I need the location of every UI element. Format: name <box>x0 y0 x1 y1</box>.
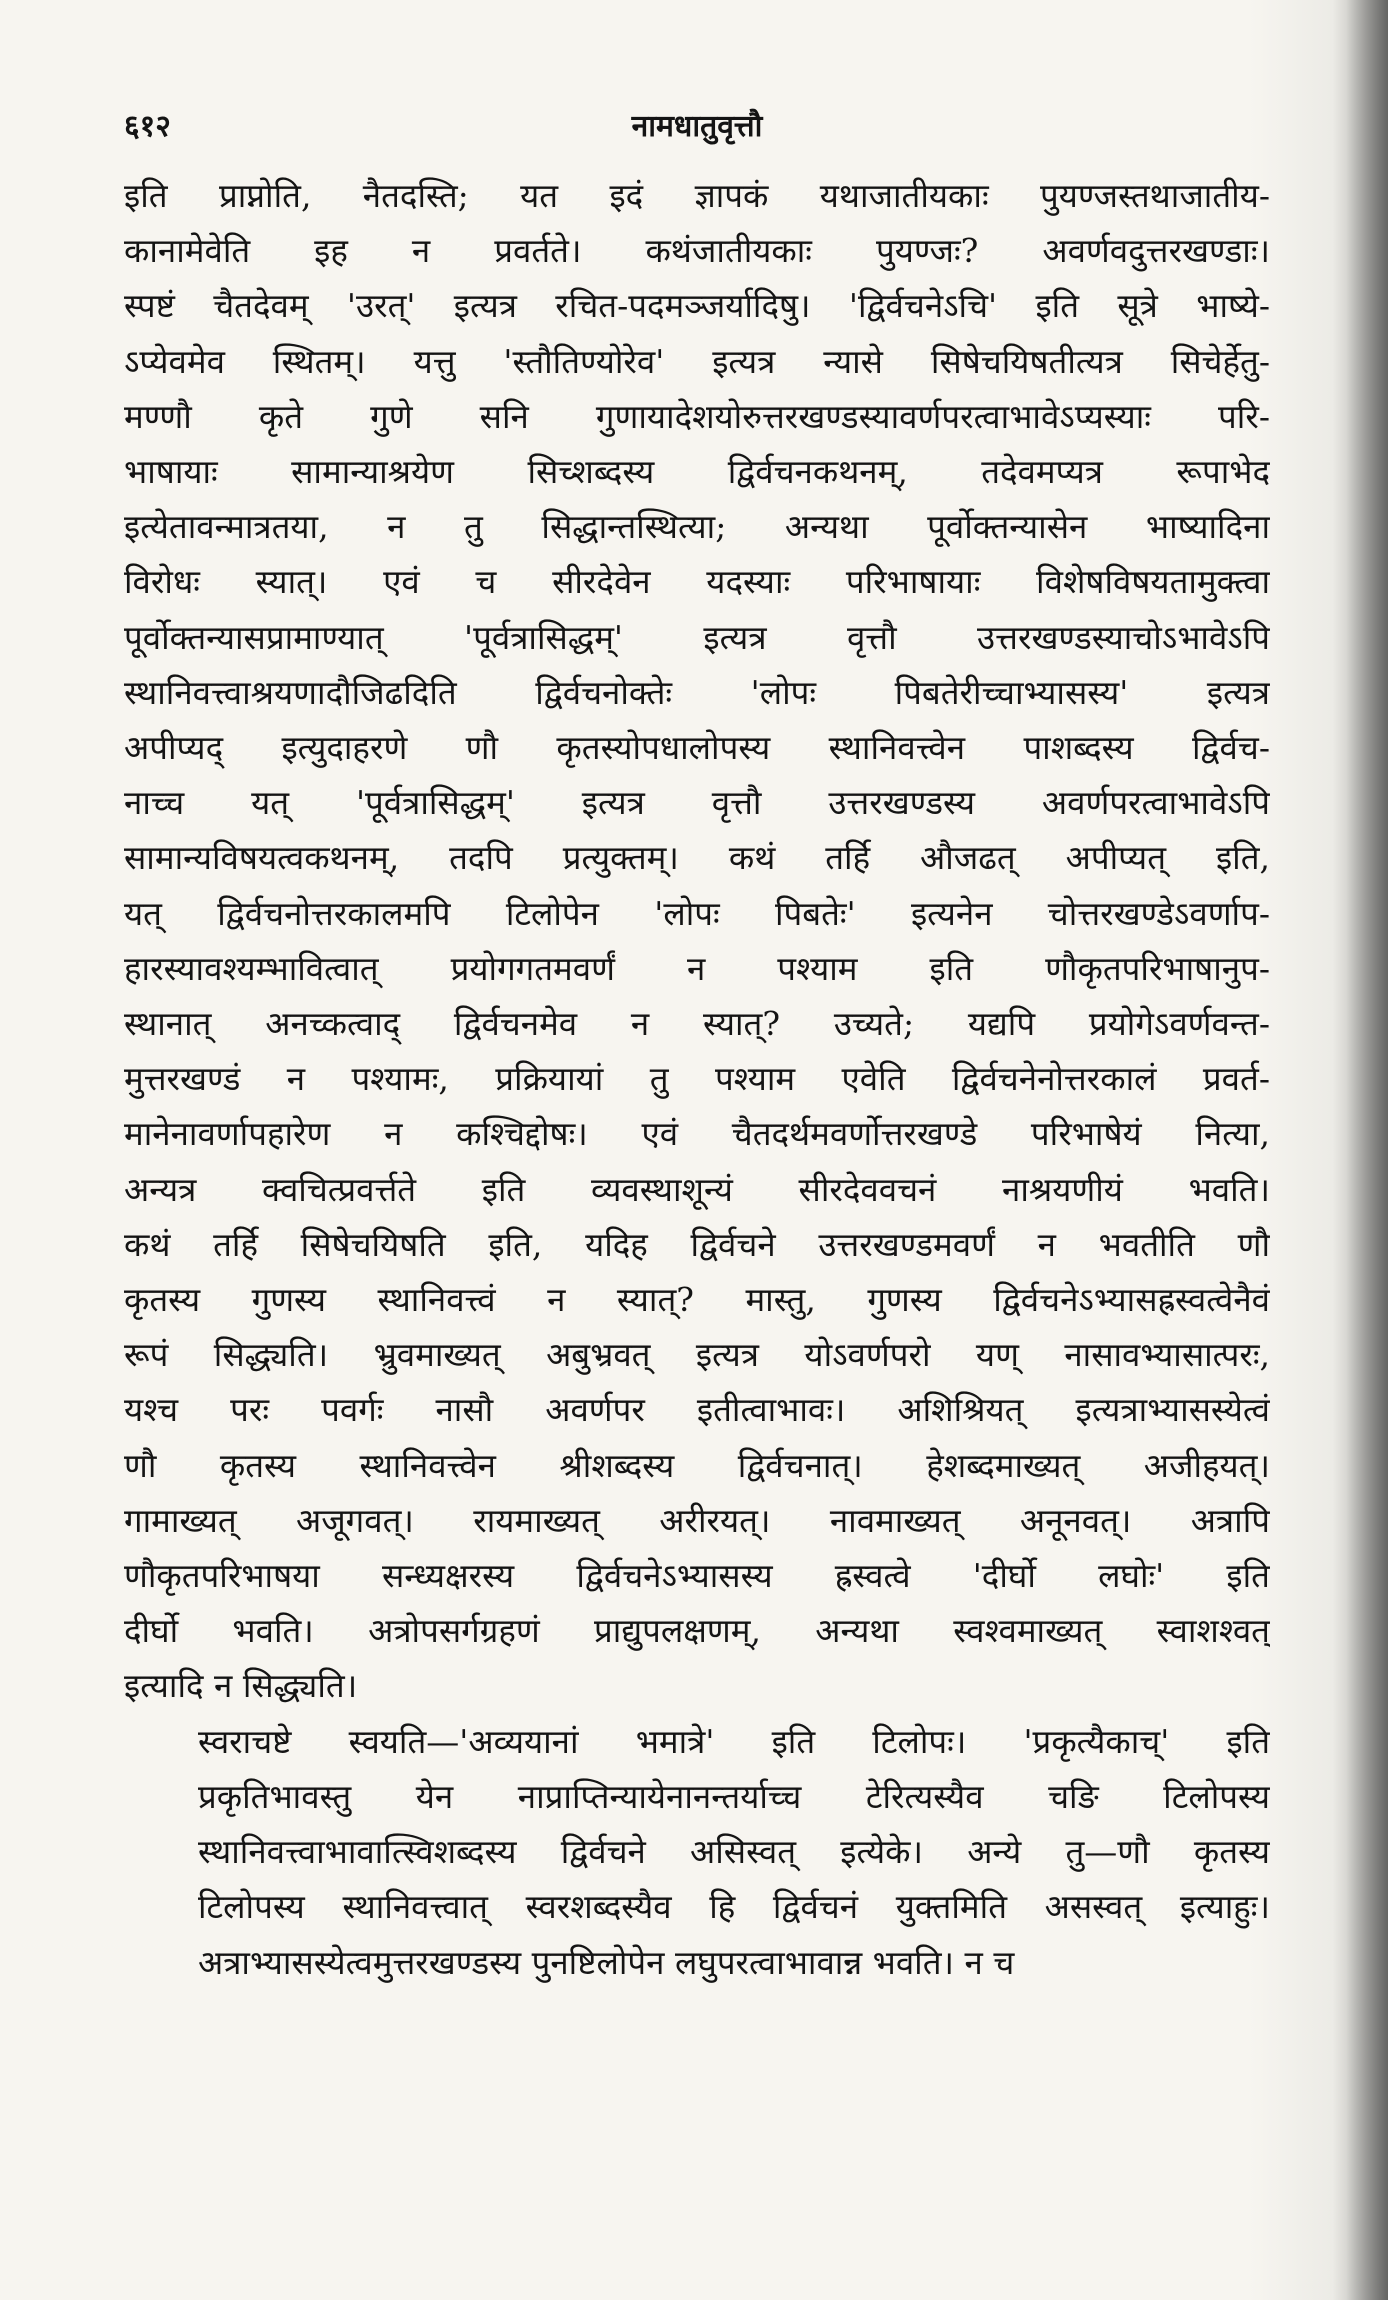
text-line: सामान्यविषयत्वकथनम्, तदपि प्रत्युक्तम्। कथं तर्हि औजढत् अपीप्यत् इति, <box>124 838 1270 878</box>
page-edge-shadow <box>1346 0 1388 2300</box>
text-line: गामाख्यत् अजूगवत्। रायमाख्यत् अरीरयत्। नावमाख्यत् अनूनवत्। अत्रापि <box>124 1500 1270 1540</box>
text-line: नाच्च यत् 'पूर्वत्रासिद्धम्' इत्यत्र वृत्तौ उत्तरखण्डस्य अवर्णपरत्वाभावेऽपि <box>124 783 1270 823</box>
text-line: हारस्यावश्यम्भावित्वात् प्रयोगगतमवर्णं न पश्याम इति णौकृतपरिभाषानुप- <box>124 948 1270 988</box>
text-line: यत् द्विर्वचनोत्तरकालमपि टिलोपेन 'लोपः पिबतेः' इत्यनेन चोत्तरखण्डेऽवर्णाप- <box>124 893 1270 933</box>
text-line: इत्यादि न सिद्ध्यति। <box>124 1666 358 1706</box>
text-line: स्पष्टं चैतदेवम् 'उरत्' इत्यत्र रचित-पदमञ्जर्यादिषु। 'द्विर्वचनेऽचि' इति सूत्रे भाष्ये- <box>124 286 1270 326</box>
text-line: मुत्तरखण्डं न पश्यामः, प्रक्रियायां तु पश्याम एवेति द्विर्वचनेनोत्तरकालं प्रवर्त- <box>124 1059 1270 1099</box>
text-line: दीर्घो भवति। अत्रोपसर्गग्रहणं प्राद्युपलक्षणम्, अन्यथा स्वश्वमाख्यत् स्वाशश्वत् <box>124 1611 1270 1651</box>
text-line: यश्च परः पवर्गः नासौ अवर्णपर इतीत्वाभावः। अशिश्रियत् इत्यत्राभ्यासस्येत्वं <box>124 1390 1270 1430</box>
text-line: अपीप्यद् इत्युदाहरणे णौ कृतस्योपधालोपस्य स्थानिवत्त्वेन पाशब्दस्य द्विर्वच- <box>124 728 1270 768</box>
text-line: रूपं सिद्ध्यति। भ्रुवमाख्यत् अबुभ्रवत् इत्यत्र योऽवर्णपरो यण् नासावभ्यासात्परः, <box>124 1335 1270 1375</box>
text-line: इति प्राप्नोति, नैतदस्ति; यत इदं ज्ञापकं यथाजातीयकाः पुयण्जस्तथाजातीय- <box>124 176 1270 215</box>
text-line: अत्राभ्यासस्येत्वमुत्तरखण्डस्य पुनष्टिलोपेन लघुपरत्वाभावान्न भवति। न च <box>198 1942 1015 1982</box>
text-line: मण्णौ कृते गुणे सनि गुणायादेशयोरुत्तरखण्डस्यावर्णपरत्वाभावेऽप्यस्याः परि- <box>124 396 1270 436</box>
text-line: विरोधः स्यात्। एवं च सीरदेवेन यदस्याः परिभाषायाः विशेषविषयतामुक्त्वा <box>124 562 1270 602</box>
text-line: इत्येतावन्मात्रतया, न तु सिद्धान्तस्थित्या; अन्यथा पूर्वोक्तन्यासेन भाष्यादिना <box>124 507 1270 547</box>
text-line: स्थानिवत्त्वाभावात्स्विशब्दस्य द्विर्वचने असिस्वत् इत्येके। अन्ये तु—णौ कृतस्य <box>198 1832 1270 1872</box>
text-line: कथं तर्हि सिषेचयिषति इति, यदिह द्विर्वचने उत्तरखण्डमवर्णं न भवतीति णौ <box>124 1224 1270 1264</box>
text-line: कानामेवेति इह न प्रवर्तते। कथंजातीयकाः पुयण्जः? अवर्णवदुत्तरखण्डाः। <box>124 231 1270 271</box>
text-line: मानेनावर्णापहारेण न कश्चिद्दोषः। एवं चैतदर्थमवर्णोत्तरखण्डे परिभाषेयं नित्या, <box>124 1114 1270 1154</box>
page-header <box>124 104 1270 168</box>
text-line: स्थानिवत्त्वाश्रयणादौजिढदिति द्विर्वचनोक्तेः 'लोपः पिबतेरीच्चाभ्यासस्य' इत्यत्र <box>124 672 1270 712</box>
text-line: पूर्वोक्तन्यासप्रामाण्यात् 'पूर्वत्रासिद्धम्' इत्यत्र वृत्तौ उत्तरखण्डस्याचोऽभावेऽपि <box>124 617 1270 657</box>
page-number: ६१२ <box>124 109 171 144</box>
text-line: ऽप्येवमेव स्थितम्। यत्तु 'स्तौतिण्योरेव' इत्यत्र न्यासे सिषेचयिषतीत्यत्र सिचेर्हेतु- <box>124 341 1270 381</box>
paragraph-2 <box>124 1714 1270 1990</box>
text-line: णौकृतपरिभाषया सन्ध्यक्षरस्य द्विर्वचनेऽभ्यासस्य ह्रस्वत्वे 'दीर्घो लघोः' इति <box>124 1556 1270 1596</box>
text-line: प्रकृतिभावस्तु येन नाप्राप्तिन्यायेनानन्तर्याच्च टेरित्यस्यैव चङि टिलोपस्य <box>198 1776 1270 1816</box>
text-line: णौ कृतस्य स्थानिवत्त्वेन श्रीशब्दस्य द्विर्वचनात्। हेशब्दमाख्यत् अजीहयत्। <box>124 1445 1270 1485</box>
text-line: अन्यत्र क्वचित्प्रवर्त्तते इति व्यवस्थाशून्यं सीरदेववचनं नाश्रयणीयं भवति। <box>124 1169 1270 1209</box>
paragraph-1 <box>124 168 1270 1714</box>
text-line: स्थानात् अनच्कत्वाद् द्विर्वचनमेव न स्यात्? उच्यते; यद्यपि प्रयोगेऽवर्णवन्त- <box>124 1004 1270 1044</box>
text-line: टिलोपस्य स्थानिवत्त्वात् स्वरशब्दस्यैव हि द्विर्वचनं युक्तमिति असस्वत् इत्याहुः। <box>198 1887 1270 1927</box>
text-line: भाषायाः सामान्याश्रयेण सिच्शब्दस्य द्विर्वचनकथनम्, तदेवमप्यत्र रूपाभेद <box>124 452 1270 492</box>
text-line: कृतस्य गुणस्य स्थानिवत्त्वं न स्यात्? मास्तु, गुणस्य द्विर्वचनेऽभ्यासह्रस्वत्वेनैवं <box>124 1280 1270 1320</box>
body-text <box>124 168 1270 1990</box>
running-title: नामधातुवृत्तौ <box>631 109 763 144</box>
text-line: स्वराचष्टे स्वयति—'अव्ययानां भमात्रे' इति टिलोपः। 'प्रकृत्यैकाच्' इति <box>198 1721 1270 1761</box>
